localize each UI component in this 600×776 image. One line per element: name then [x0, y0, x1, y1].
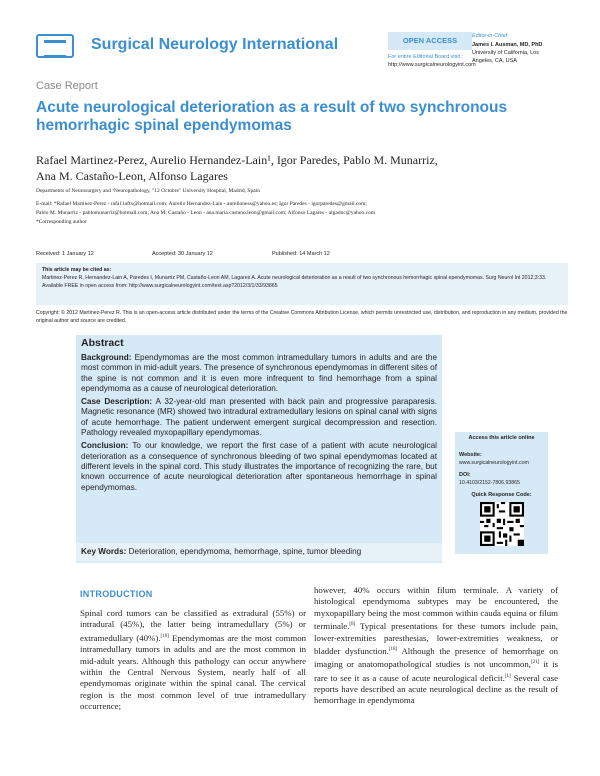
editorial-board-label: For entire Editorial Board visit :	[388, 54, 464, 60]
abstract-case	[81, 397, 437, 438]
published-date: Published: 14 March 12	[272, 251, 330, 257]
abstract-heading: Abstract	[81, 337, 124, 349]
abstract-body	[81, 353, 437, 496]
email-line-2: Pablo M. Munarriz - pablomunarriz@hotmail.com; Ana M. Castaño - Leon - ana.maria.castano.leon@gmail.com; Alfonso Lagares - algadoc@yahoo.com	[36, 210, 376, 216]
authors-line-1: Rafael Martinez-Perez, Aurelio Hernandez-Lain¹, Igor Paredes, Pablo M. Munarriz,	[36, 153, 438, 167]
abstract-background	[81, 353, 437, 394]
website-label: Website:	[459, 452, 482, 458]
abstract-conclusion	[81, 441, 437, 492]
affiliation: Departments of Neurosurgery and ¹Neuropathology, "12 Octubre" University Hospital, Madrid, Spain	[36, 188, 260, 194]
col1-text-a: Spinal cord tumors can be classified as extradural (55%) or intradural (45%), the latter being intramedullary (5%) or extramedullary (40%).	[80, 608, 306, 643]
author-list	[36, 152, 556, 184]
editor-in-chief-label: Editor-in-Chief	[472, 33, 508, 39]
conclusion-label: Conclusion:	[81, 441, 129, 451]
body-column-1	[80, 608, 306, 713]
access-online-box	[455, 432, 548, 554]
citation-ref[interactable]: [16]	[160, 633, 169, 639]
access-online-heading: Access this article online	[468, 435, 535, 441]
background-text: Ependymomas are the most common intramedullary tumors in adults and are the most common in mid-adult years. The presence of synchronous ependymomas in different sites of the spine is not common and it is even more infrequent to find hemorrhage from a spinal ependymoma as a cause of neurological deterioration.	[81, 353, 437, 393]
qr-code-label: Quick Response Code:	[471, 492, 532, 498]
citation-ref[interactable]: [21]	[531, 660, 540, 666]
website-link[interactable]: www.surgicalneurologyint.com	[459, 460, 529, 466]
copyright-notice: Copyright: © 2012 Martinez-Perez R. This is an open-access article distributed under the terms of the Creative Commons Attribution License, which permits unrestricted use, distribution, and reproduction in any medium, provided the original author and source are credited.	[36, 310, 568, 324]
col2-text-a: however, 40% occurs within filum terminale. A variety of histological ependymoma subtypes may be encountered, the myxopapillary being the most common within cauda equina or filum terminale.	[314, 585, 558, 632]
accepted-date: Accepted: 30 January 12	[152, 251, 213, 257]
authors-line-2: Ana M. Castaño-Leon, Alfonso Lagares	[36, 169, 228, 183]
col2-text-d: it is rare to see it as a cause of acute neurological deficit.	[314, 659, 559, 683]
editor-name: James I. Ausman, MD, PhD	[472, 42, 543, 48]
case-description-text: A 32-year-old man presented with back pain and progressive paraparesis. Magnetic resonance (MR) showed two intradural extramedullary lesions on spinal canal with signs of acute hemorrhage. The patient underwent emergent surgical decompression and resection. Pathology revealed myxopapillary ependymomas.	[81, 397, 437, 438]
conclusion-text: To our knowledge, we report the first case of a patient with acute neurological deterioration as a consequence of synchronous bleeding of two spinal ependymomas located at different levels in the spinal cord. This study illustrates the importance of recognizing the rare, but known occurrence of acute neurological deterioration after spontaneous hemorrhage in spinal ependymomas.	[81, 441, 437, 492]
citation-text: Martinez-Perez R, Hernandez-Lain A, Paredes I, Munarriz PM, Castaño-Leon AM, Lagares A. Acute neurological deterioration as a result of two synchronous hemorrhagic spinal ependymomas. Surg Neurol Int 2012;3:33.	[42, 275, 547, 281]
article-type: Case Report	[36, 80, 98, 92]
body-column-2	[314, 585, 558, 707]
journal-website-link[interactable]: http://www.surgicalneurologyint.com	[388, 62, 476, 68]
doi-value[interactable]: 10.4103/2152-7806.93865	[459, 480, 520, 486]
background-label: Background:	[81, 353, 132, 362]
introduction-heading: INTRODUCTION	[80, 589, 153, 599]
journal-logo	[36, 32, 376, 60]
citation-ref[interactable]: [18]	[388, 646, 398, 652]
col2-text-e: Several case reports have described an acute neurological decline as the result of hemorrhage in ependymoma	[314, 672, 558, 706]
col2-text-b: Typical presentations for these tumors include pain, lower-extremities paresthesias, lower-extremities weakness, or bladder dysfunction.	[314, 621, 558, 656]
abstract-box	[76, 335, 442, 563]
received-date: Received: 1 January 12	[36, 251, 94, 257]
editor-affiliation-1: University of California, Los	[472, 50, 539, 56]
corresponding-author-note: *Corresponding author	[36, 219, 87, 225]
open-access-badge: OPEN ACCESS	[388, 32, 472, 50]
col1-text-b: Ependymomas are the most common intramedullary tumors in adults and are the most common in mid-adult years. Although this pathology can occur anywhere within the Central Nervous System, nearly half of all ependymomas originate within the spinal canal. The cervical region is the most common level of true intramedullary occurrence;	[80, 632, 306, 712]
editor-in-chief-info	[472, 41, 542, 65]
qr-code-icon[interactable]	[480, 502, 524, 546]
email-line-1: E-mail: *Rafael Martinez-Perez - rafa11aftx@hotmail.com; Aurelio Hernandez-Lain - aurelioness@yahoo.es; Igor Paredes - igorparedes@gmail.com;	[36, 201, 367, 207]
col2-text-c: Although the presence of hemorrhage on imaging or anatomopathological studies is not uncommon,	[314, 645, 559, 670]
doi-label: DOI:	[459, 472, 471, 478]
article-title: Acute neurological deterioration as a result of two synchronous hemorrhagic spinal ependymomas	[36, 99, 508, 134]
citation-ref[interactable]: [8]	[349, 622, 356, 628]
keywords-box	[76, 543, 442, 561]
author-emails	[36, 200, 576, 227]
citation-ref[interactable]: [1]	[504, 673, 511, 679]
case-description-label: Case Description:	[81, 397, 153, 407]
journal-logo-icon	[36, 34, 74, 58]
editor-affiliation-2: Angeles, CA, USA	[472, 58, 517, 64]
citation-heading: This article may be cited as:	[42, 267, 112, 273]
citation-box	[36, 263, 568, 305]
keywords-label: Key Words:	[81, 547, 127, 556]
citation-free-link[interactable]: Available FREE in open access from: http://www.surgicalneurologyint.com/text.asp?2012/3/1/33/93865	[42, 283, 278, 289]
keywords-text: Deterioration, ependymoma, hemorrhage, spine, tumor bleeding	[128, 547, 362, 556]
journal-name: Surgical Neurology International	[91, 36, 339, 53]
